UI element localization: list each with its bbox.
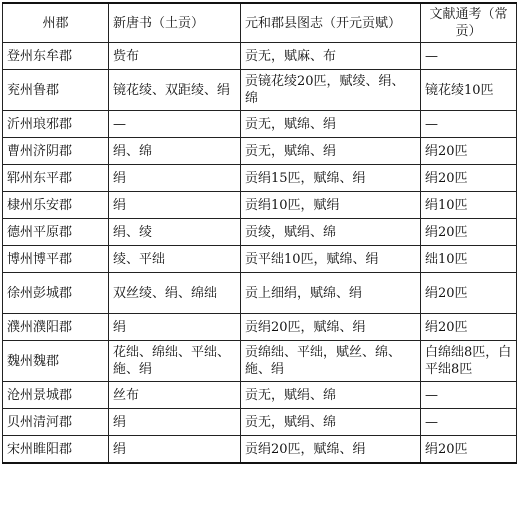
- cell-prefecture: 贝州清河郡: [3, 409, 109, 436]
- cell-xintangshu: —: [109, 111, 241, 138]
- cell-prefecture: 沂州琅邪郡: [3, 111, 109, 138]
- cell-yuanhe: 贡无，赋麻、布: [241, 43, 421, 70]
- cell-prefecture: 博州博平郡: [3, 246, 109, 273]
- cell-prefecture: 登州东牟郡: [3, 43, 109, 70]
- header-yuanhe: 元和郡县图志（开元贡赋）: [241, 3, 421, 43]
- table-row: [3, 273, 517, 314]
- cell-yuanhe: 贡绫，赋绢、绵: [241, 219, 421, 246]
- cell-yuanhe: 贡绢20匹，赋绵、绢: [241, 436, 421, 464]
- cell-xintangshu: 绢: [109, 314, 241, 341]
- cell-yuanhe: 贡绢15匹，赋绵、绢: [241, 165, 421, 192]
- cell-xintangshu: 绢: [109, 192, 241, 219]
- cell-prefecture: 棣州乐安郡: [3, 192, 109, 219]
- cell-xintangshu: 绫、平绌: [109, 246, 241, 273]
- cell-xintangshu: 镜花绫、双距绫、绢: [109, 70, 241, 111]
- table-row: [3, 436, 517, 464]
- cell-prefecture: 兖州鲁郡: [3, 70, 109, 111]
- cell-xintangshu: 绢: [109, 409, 241, 436]
- cell-wenxian: —: [421, 111, 517, 138]
- cell-wenxian: 绢20匹: [421, 138, 517, 165]
- cell-prefecture: 曹州济阴郡: [3, 138, 109, 165]
- table-row: [3, 70, 517, 111]
- cell-wenxian: —: [421, 43, 517, 70]
- cell-prefecture: 德州平原郡: [3, 219, 109, 246]
- tribute-table: [2, 2, 517, 464]
- table-row: [3, 314, 517, 341]
- cell-xintangshu: 绢、绵: [109, 138, 241, 165]
- table-row: [3, 111, 517, 138]
- cell-xintangshu: 赀布: [109, 43, 241, 70]
- cell-yuanhe: 贡平绌10匹，赋绵、绢: [241, 246, 421, 273]
- cell-wenxian: —: [421, 382, 517, 409]
- cell-xintangshu: 花绌、绵绌、平绌、絁、绢: [109, 341, 241, 382]
- cell-xintangshu: 丝布: [109, 382, 241, 409]
- header-wenxian: 文献通考（常贡）: [421, 3, 517, 43]
- table-row: [3, 409, 517, 436]
- table-row: [3, 138, 517, 165]
- table-row: [3, 165, 517, 192]
- cell-yuanhe: 贡无，赋绵、绢: [241, 138, 421, 165]
- header-prefecture: 州郡: [3, 3, 109, 43]
- table-row: [3, 192, 517, 219]
- cell-yuanhe: 贡无，赋绢、绵: [241, 382, 421, 409]
- cell-xintangshu: 双丝绫、绢、绵绌: [109, 273, 241, 314]
- cell-wenxian: 绢20匹: [421, 219, 517, 246]
- cell-wenxian: 绢10匹: [421, 192, 517, 219]
- cell-prefecture: 郓州东平郡: [3, 165, 109, 192]
- table-header-row: [3, 3, 517, 43]
- cell-wenxian: 镜花绫10匹: [421, 70, 517, 111]
- cell-prefecture: 徐州彭城郡: [3, 273, 109, 314]
- cell-wenxian: 绢20匹: [421, 273, 517, 314]
- cell-prefecture: 宋州睢阳郡: [3, 436, 109, 464]
- cell-xintangshu: 绢: [109, 165, 241, 192]
- cell-yuanhe: 贡上细绢，赋绵、绢: [241, 273, 421, 314]
- table-row: [3, 382, 517, 409]
- cell-yuanhe: 贡绢10匹，赋绢: [241, 192, 421, 219]
- cell-wenxian: 绢20匹: [421, 314, 517, 341]
- cell-wenxian: 绢20匹: [421, 436, 517, 464]
- cell-yuanhe: 贡绢20匹，赋绵、绢: [241, 314, 421, 341]
- header-xintangshu: 新唐书（土贡）: [109, 3, 241, 43]
- table-row: [3, 219, 517, 246]
- cell-xintangshu: 绢: [109, 436, 241, 464]
- cell-wenxian: 绢20匹: [421, 165, 517, 192]
- cell-prefecture: 魏州魏郡: [3, 341, 109, 382]
- cell-yuanhe: 贡无，赋绢、绵: [241, 409, 421, 436]
- cell-yuanhe: 贡绵绌、平绌，赋丝、绵、絁、绢: [241, 341, 421, 382]
- cell-prefecture: 濮州濮阳郡: [3, 314, 109, 341]
- cell-xintangshu: 绢、绫: [109, 219, 241, 246]
- cell-prefecture: 沧州景城郡: [3, 382, 109, 409]
- table-row: [3, 341, 517, 382]
- cell-wenxian: 绌10匹: [421, 246, 517, 273]
- cell-yuanhe: 贡镜花绫20匹，赋绫、绢、绵: [241, 70, 421, 111]
- table-row: [3, 43, 517, 70]
- cell-wenxian: 白绵绌8匹，白平绌8匹: [421, 341, 517, 382]
- cell-yuanhe: 贡无，赋绵、绢: [241, 111, 421, 138]
- cell-wenxian: —: [421, 409, 517, 436]
- table-row: [3, 246, 517, 273]
